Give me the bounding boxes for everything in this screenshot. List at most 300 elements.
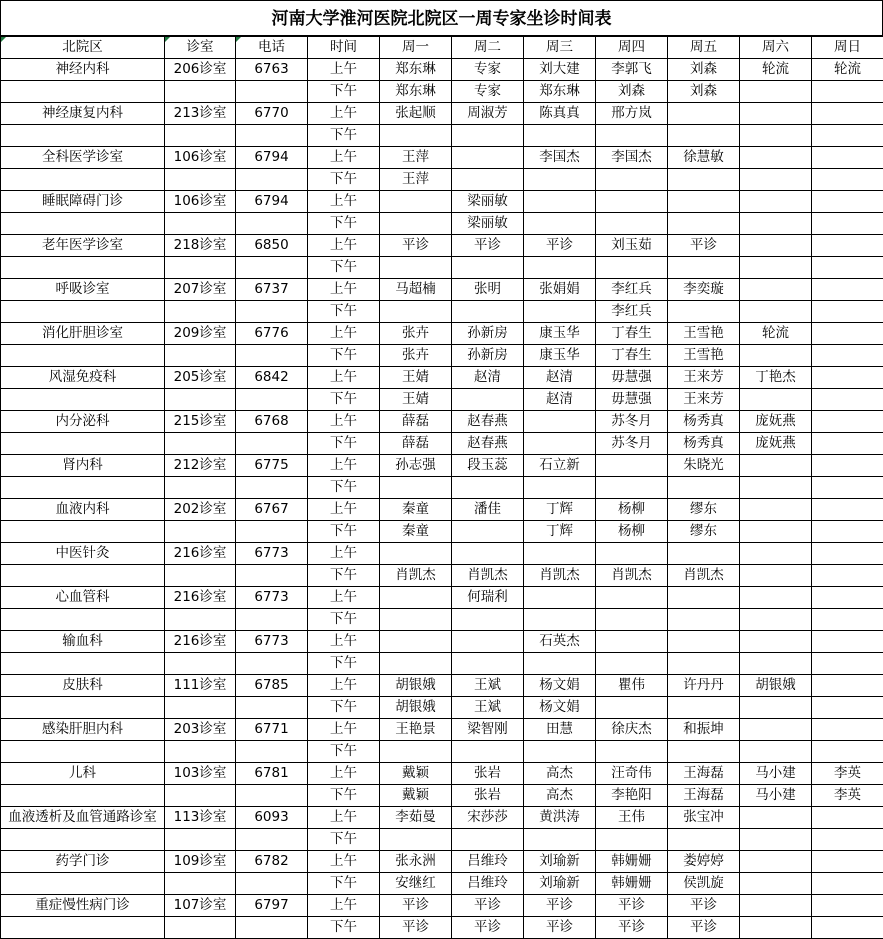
time-slot: 上午 bbox=[308, 807, 380, 829]
department-name: 神经康复内科 bbox=[1, 103, 165, 125]
doctor-cell-mon bbox=[380, 587, 452, 609]
schedule-row-pm bbox=[1, 741, 883, 763]
doctor-cell-thu bbox=[596, 169, 668, 191]
doctor-cell-wed: 刘瑜新 bbox=[524, 851, 596, 873]
room-number-empty bbox=[165, 873, 236, 895]
department-name-empty bbox=[1, 433, 165, 455]
doctor-cell-tue bbox=[452, 741, 524, 763]
doctor-cell-sun: 轮流 bbox=[812, 59, 883, 81]
phone-extension: 6781 bbox=[236, 763, 308, 785]
doctor-cell-fri: 平诊 bbox=[668, 917, 740, 939]
time-slot: 上午 bbox=[308, 411, 380, 433]
schedule-row-pm bbox=[1, 389, 883, 411]
time-slot: 下午 bbox=[308, 125, 380, 147]
doctor-cell-tue: 张岩 bbox=[452, 763, 524, 785]
doctor-cell-tue bbox=[452, 125, 524, 147]
schedule-row-am bbox=[1, 763, 883, 785]
doctor-cell-sun bbox=[812, 873, 883, 895]
schedule-row-pm bbox=[1, 873, 883, 895]
department-name-empty bbox=[1, 829, 165, 851]
doctor-cell-mon bbox=[380, 609, 452, 631]
doctor-cell-sat bbox=[740, 257, 812, 279]
department-name-empty bbox=[1, 785, 165, 807]
phone-extension-empty bbox=[236, 257, 308, 279]
doctor-cell-tue: 王斌 bbox=[452, 697, 524, 719]
doctor-cell-sun bbox=[812, 543, 883, 565]
doctor-cell-fri: 刘森 bbox=[668, 59, 740, 81]
schedule-row-am bbox=[1, 719, 883, 741]
schedule-row-pm bbox=[1, 917, 883, 939]
schedule-row-pm bbox=[1, 565, 883, 587]
room-number-empty bbox=[165, 345, 236, 367]
doctor-cell-sun bbox=[812, 323, 883, 345]
doctor-cell-wed: 丁辉 bbox=[524, 521, 596, 543]
room-number-empty bbox=[165, 125, 236, 147]
phone-extension-empty bbox=[236, 389, 308, 411]
doctor-cell-wed bbox=[524, 125, 596, 147]
time-slot: 上午 bbox=[308, 191, 380, 213]
department-name-empty bbox=[1, 81, 165, 103]
time-slot: 下午 bbox=[308, 697, 380, 719]
schedule-row-am bbox=[1, 499, 883, 521]
doctor-cell-tue bbox=[452, 389, 524, 411]
doctor-cell-sat bbox=[740, 895, 812, 917]
phone-extension: 6850 bbox=[236, 235, 308, 257]
phone-extension: 6797 bbox=[236, 895, 308, 917]
room-number: 213诊室 bbox=[165, 103, 236, 125]
doctor-cell-fri: 王海磊 bbox=[668, 785, 740, 807]
doctor-cell-mon: 薛磊 bbox=[380, 433, 452, 455]
time-slot: 下午 bbox=[308, 81, 380, 103]
doctor-cell-mon: 秦童 bbox=[380, 521, 452, 543]
doctor-cell-fri bbox=[668, 257, 740, 279]
doctor-cell-sat bbox=[740, 147, 812, 169]
phone-extension: 6763 bbox=[236, 59, 308, 81]
doctor-cell-sat: 轮流 bbox=[740, 323, 812, 345]
doctor-cell-thu bbox=[596, 609, 668, 631]
phone-extension: 6773 bbox=[236, 543, 308, 565]
doctor-cell-tue: 段玉蕊 bbox=[452, 455, 524, 477]
room-number-empty bbox=[165, 169, 236, 191]
doctor-cell-tue bbox=[452, 477, 524, 499]
doctor-cell-tue bbox=[452, 631, 524, 653]
schedule-row-am bbox=[1, 455, 883, 477]
doctor-cell-thu: 李红兵 bbox=[596, 301, 668, 323]
doctor-cell-thu bbox=[596, 829, 668, 851]
time-slot: 下午 bbox=[308, 257, 380, 279]
doctor-cell-wed bbox=[524, 587, 596, 609]
doctor-cell-sat bbox=[740, 169, 812, 191]
header-thu: 周四 bbox=[596, 37, 668, 59]
doctor-cell-mon: 胡银娥 bbox=[380, 697, 452, 719]
doctor-cell-sat bbox=[740, 587, 812, 609]
doctor-cell-mon: 戴颖 bbox=[380, 785, 452, 807]
phone-extension-empty bbox=[236, 433, 308, 455]
schedule-row-am bbox=[1, 367, 883, 389]
doctor-cell-sat bbox=[740, 191, 812, 213]
time-slot: 下午 bbox=[308, 521, 380, 543]
doctor-cell-wed bbox=[524, 411, 596, 433]
time-slot: 下午 bbox=[308, 169, 380, 191]
time-slot: 上午 bbox=[308, 59, 380, 81]
schedule-row-pm bbox=[1, 345, 883, 367]
doctor-cell-thu: 毋慧强 bbox=[596, 389, 668, 411]
doctor-cell-sat: 胡银娥 bbox=[740, 675, 812, 697]
room-number: 202诊室 bbox=[165, 499, 236, 521]
doctor-cell-sun bbox=[812, 345, 883, 367]
doctor-cell-mon bbox=[380, 191, 452, 213]
doctor-cell-thu: 李艳阳 bbox=[596, 785, 668, 807]
doctor-cell-thu bbox=[596, 125, 668, 147]
doctor-cell-wed bbox=[524, 191, 596, 213]
doctor-cell-tue: 孙新房 bbox=[452, 323, 524, 345]
doctor-cell-sun bbox=[812, 697, 883, 719]
phone-extension-empty bbox=[236, 169, 308, 191]
doctor-cell-mon: 王婧 bbox=[380, 389, 452, 411]
phone-extension-empty bbox=[236, 565, 308, 587]
doctor-cell-fri: 肖凯杰 bbox=[668, 565, 740, 587]
doctor-cell-sun bbox=[812, 895, 883, 917]
room-number-empty bbox=[165, 609, 236, 631]
doctor-cell-thu: 杨柳 bbox=[596, 499, 668, 521]
doctor-cell-tue: 周淑芳 bbox=[452, 103, 524, 125]
doctor-cell-tue: 孙新房 bbox=[452, 345, 524, 367]
doctor-cell-wed bbox=[524, 477, 596, 499]
department-name: 感染肝胆内科 bbox=[1, 719, 165, 741]
doctor-cell-sat: 轮流 bbox=[740, 59, 812, 81]
doctor-cell-mon: 戴颖 bbox=[380, 763, 452, 785]
doctor-cell-wed bbox=[524, 433, 596, 455]
department-name: 输血科 bbox=[1, 631, 165, 653]
doctor-cell-sun bbox=[812, 213, 883, 235]
doctor-cell-fri bbox=[668, 213, 740, 235]
doctor-cell-sun bbox=[812, 719, 883, 741]
doctor-cell-fri bbox=[668, 103, 740, 125]
doctor-cell-fri bbox=[668, 543, 740, 565]
doctor-cell-wed: 赵清 bbox=[524, 389, 596, 411]
room-number: 212诊室 bbox=[165, 455, 236, 477]
doctor-cell-sat bbox=[740, 565, 812, 587]
doctor-cell-fri bbox=[668, 609, 740, 631]
doctor-cell-sun bbox=[812, 301, 883, 323]
doctor-cell-wed bbox=[524, 543, 596, 565]
phone-extension: 6794 bbox=[236, 147, 308, 169]
doctor-cell-fri bbox=[668, 191, 740, 213]
doctor-cell-mon bbox=[380, 301, 452, 323]
doctor-cell-sat bbox=[740, 631, 812, 653]
doctor-cell-sun bbox=[812, 389, 883, 411]
doctor-cell-mon: 郑东琳 bbox=[380, 59, 452, 81]
schedule-row-pm bbox=[1, 125, 883, 147]
schedule-row-pm bbox=[1, 697, 883, 719]
doctor-cell-sat: 庞妩燕 bbox=[740, 433, 812, 455]
department-name: 神经内科 bbox=[1, 59, 165, 81]
phone-extension-empty bbox=[236, 873, 308, 895]
phone-extension: 6773 bbox=[236, 631, 308, 653]
doctor-cell-thu bbox=[596, 653, 668, 675]
room-number: 109诊室 bbox=[165, 851, 236, 873]
doctor-cell-sun bbox=[812, 147, 883, 169]
time-slot: 下午 bbox=[308, 565, 380, 587]
doctor-cell-mon bbox=[380, 741, 452, 763]
phone-extension-empty bbox=[236, 477, 308, 499]
doctor-cell-fri bbox=[668, 587, 740, 609]
doctor-cell-thu bbox=[596, 191, 668, 213]
department-name: 内分泌科 bbox=[1, 411, 165, 433]
doctor-cell-thu: 丁春生 bbox=[596, 323, 668, 345]
room-number-empty bbox=[165, 477, 236, 499]
doctor-cell-tue: 肖凯杰 bbox=[452, 565, 524, 587]
doctor-cell-mon: 肖凯杰 bbox=[380, 565, 452, 587]
doctor-cell-sat bbox=[740, 543, 812, 565]
doctor-cell-fri: 侯凯旋 bbox=[668, 873, 740, 895]
room-number: 113诊室 bbox=[165, 807, 236, 829]
doctor-cell-fri bbox=[668, 301, 740, 323]
time-slot: 上午 bbox=[308, 279, 380, 301]
department-name: 血液内科 bbox=[1, 499, 165, 521]
doctor-cell-tue bbox=[452, 543, 524, 565]
schedule-row-pm bbox=[1, 785, 883, 807]
doctor-cell-mon: 王萍 bbox=[380, 169, 452, 191]
doctor-cell-thu bbox=[596, 257, 668, 279]
time-slot: 上午 bbox=[308, 103, 380, 125]
time-slot: 下午 bbox=[308, 917, 380, 939]
schedule-row-pm bbox=[1, 433, 883, 455]
doctor-cell-mon bbox=[380, 829, 452, 851]
doctor-cell-fri: 王雪艳 bbox=[668, 323, 740, 345]
doctor-cell-tue: 潘佳 bbox=[452, 499, 524, 521]
doctor-cell-mon bbox=[380, 631, 452, 653]
doctor-cell-thu bbox=[596, 213, 668, 235]
doctor-cell-sun bbox=[812, 807, 883, 829]
doctor-cell-sun bbox=[812, 279, 883, 301]
doctor-cell-fri bbox=[668, 653, 740, 675]
doctor-cell-fri: 平诊 bbox=[668, 895, 740, 917]
room-number: 106诊室 bbox=[165, 147, 236, 169]
time-slot: 下午 bbox=[308, 741, 380, 763]
doctor-cell-wed: 杨文娟 bbox=[524, 675, 596, 697]
time-slot: 上午 bbox=[308, 763, 380, 785]
schedule-row-am bbox=[1, 235, 883, 257]
room-number-empty bbox=[165, 653, 236, 675]
doctor-cell-fri: 和振坤 bbox=[668, 719, 740, 741]
doctor-cell-fri bbox=[668, 741, 740, 763]
department-name: 风湿免疫科 bbox=[1, 367, 165, 389]
doctor-cell-fri bbox=[668, 125, 740, 147]
doctor-cell-sat bbox=[740, 697, 812, 719]
doctor-cell-sat bbox=[740, 741, 812, 763]
doctor-cell-thu: 李国杰 bbox=[596, 147, 668, 169]
doctor-cell-tue: 张明 bbox=[452, 279, 524, 301]
room-number: 216诊室 bbox=[165, 543, 236, 565]
doctor-cell-fri: 徐慧敏 bbox=[668, 147, 740, 169]
doctor-cell-mon: 平诊 bbox=[380, 917, 452, 939]
room-number: 203诊室 bbox=[165, 719, 236, 741]
doctor-cell-sun bbox=[812, 631, 883, 653]
doctor-cell-mon bbox=[380, 543, 452, 565]
schedule-row-am bbox=[1, 103, 883, 125]
doctor-cell-mon: 王艳景 bbox=[380, 719, 452, 741]
schedule-row-am bbox=[1, 543, 883, 565]
department-name: 中医针灸 bbox=[1, 543, 165, 565]
doctor-cell-mon: 秦童 bbox=[380, 499, 452, 521]
department-name-empty bbox=[1, 301, 165, 323]
doctor-cell-tue bbox=[452, 829, 524, 851]
doctor-cell-sat bbox=[740, 81, 812, 103]
doctor-cell-mon bbox=[380, 213, 452, 235]
department-name-empty bbox=[1, 653, 165, 675]
phone-extension: 6770 bbox=[236, 103, 308, 125]
doctor-cell-fri: 缪东 bbox=[668, 521, 740, 543]
schedule-row-am bbox=[1, 807, 883, 829]
header-fri: 周五 bbox=[668, 37, 740, 59]
phone-extension-empty bbox=[236, 697, 308, 719]
doctor-cell-thu: 汪奇伟 bbox=[596, 763, 668, 785]
department-name-empty bbox=[1, 741, 165, 763]
phone-extension-empty bbox=[236, 741, 308, 763]
doctor-cell-wed: 田慧 bbox=[524, 719, 596, 741]
phone-extension: 6767 bbox=[236, 499, 308, 521]
doctor-cell-tue: 赵清 bbox=[452, 367, 524, 389]
doctor-cell-fri: 王海磊 bbox=[668, 763, 740, 785]
doctor-cell-mon: 马超楠 bbox=[380, 279, 452, 301]
doctor-cell-wed: 丁辉 bbox=[524, 499, 596, 521]
doctor-cell-mon: 安继红 bbox=[380, 873, 452, 895]
room-number-empty bbox=[165, 741, 236, 763]
doctor-cell-sun bbox=[812, 521, 883, 543]
room-number-empty bbox=[165, 257, 236, 279]
room-number: 215诊室 bbox=[165, 411, 236, 433]
doctor-cell-sun bbox=[812, 499, 883, 521]
doctor-cell-tue bbox=[452, 169, 524, 191]
doctor-cell-mon bbox=[380, 653, 452, 675]
time-slot: 下午 bbox=[308, 213, 380, 235]
doctor-cell-sun bbox=[812, 103, 883, 125]
doctor-cell-sun bbox=[812, 851, 883, 873]
doctor-cell-sun bbox=[812, 829, 883, 851]
phone-extension-empty bbox=[236, 345, 308, 367]
time-slot: 上午 bbox=[308, 675, 380, 697]
doctor-cell-wed: 平诊 bbox=[524, 917, 596, 939]
department-name: 呼吸诊室 bbox=[1, 279, 165, 301]
header-room: 诊室 bbox=[165, 37, 236, 59]
doctor-cell-wed bbox=[524, 653, 596, 675]
doctor-cell-fri: 缪东 bbox=[668, 499, 740, 521]
doctor-cell-thu: 苏冬月 bbox=[596, 433, 668, 455]
department-name-empty bbox=[1, 477, 165, 499]
doctor-cell-sun bbox=[812, 235, 883, 257]
doctor-cell-fri: 王雪艳 bbox=[668, 345, 740, 367]
phone-extension-empty bbox=[236, 521, 308, 543]
header-phone: 电话 bbox=[236, 37, 308, 59]
doctor-cell-sat bbox=[740, 499, 812, 521]
doctor-cell-sat bbox=[740, 477, 812, 499]
phone-extension: 6768 bbox=[236, 411, 308, 433]
doctor-cell-wed: 刘瑜新 bbox=[524, 873, 596, 895]
phone-extension: 6782 bbox=[236, 851, 308, 873]
doctor-cell-sat bbox=[740, 917, 812, 939]
schedule-row-pm bbox=[1, 521, 883, 543]
department-name: 消化肝胆诊室 bbox=[1, 323, 165, 345]
doctor-cell-fri: 王来芳 bbox=[668, 367, 740, 389]
department-name: 血液透析及血管通路诊室 bbox=[1, 807, 165, 829]
time-slot: 上午 bbox=[308, 851, 380, 873]
phone-extension-empty bbox=[236, 213, 308, 235]
schedule-row-pm bbox=[1, 213, 883, 235]
doctor-cell-thu: 韩姗姗 bbox=[596, 851, 668, 873]
room-number-empty bbox=[165, 213, 236, 235]
phone-extension: 6775 bbox=[236, 455, 308, 477]
department-name: 重症慢性病门诊 bbox=[1, 895, 165, 917]
room-number-empty bbox=[165, 521, 236, 543]
doctor-cell-tue: 赵春燕 bbox=[452, 411, 524, 433]
doctor-cell-thu: 韩姗姗 bbox=[596, 873, 668, 895]
doctor-cell-wed: 平诊 bbox=[524, 895, 596, 917]
time-slot: 下午 bbox=[308, 829, 380, 851]
phone-extension-empty bbox=[236, 785, 308, 807]
header-sat: 周六 bbox=[740, 37, 812, 59]
time-slot: 上午 bbox=[308, 147, 380, 169]
doctor-cell-sat bbox=[740, 213, 812, 235]
doctor-cell-tue: 张岩 bbox=[452, 785, 524, 807]
doctor-cell-thu: 李红兵 bbox=[596, 279, 668, 301]
doctor-cell-tue bbox=[452, 609, 524, 631]
time-slot: 上午 bbox=[308, 367, 380, 389]
doctor-cell-sat bbox=[740, 389, 812, 411]
room-number: 218诊室 bbox=[165, 235, 236, 257]
doctor-cell-mon: 平诊 bbox=[380, 235, 452, 257]
doctor-cell-thu bbox=[596, 587, 668, 609]
doctor-cell-fri: 娄婷婷 bbox=[668, 851, 740, 873]
phone-extension: 6794 bbox=[236, 191, 308, 213]
room-number: 216诊室 bbox=[165, 631, 236, 653]
doctor-cell-thu: 邢方岚 bbox=[596, 103, 668, 125]
room-number: 206诊室 bbox=[165, 59, 236, 81]
schedule-row-pm bbox=[1, 169, 883, 191]
doctor-cell-sat bbox=[740, 301, 812, 323]
room-number: 111诊室 bbox=[165, 675, 236, 697]
schedule-row-am bbox=[1, 279, 883, 301]
doctor-cell-thu: 毋慧强 bbox=[596, 367, 668, 389]
room-number-empty bbox=[165, 301, 236, 323]
doctor-cell-tue bbox=[452, 653, 524, 675]
doctor-cell-tue bbox=[452, 257, 524, 279]
schedule-table bbox=[0, 36, 883, 939]
doctor-cell-sat: 马小建 bbox=[740, 763, 812, 785]
doctor-cell-wed bbox=[524, 169, 596, 191]
schedule-row-am bbox=[1, 895, 883, 917]
doctor-cell-mon: 郑东琳 bbox=[380, 81, 452, 103]
doctor-cell-tue: 吕维玲 bbox=[452, 873, 524, 895]
doctor-cell-sun bbox=[812, 587, 883, 609]
phone-extension-empty bbox=[236, 609, 308, 631]
doctor-cell-wed: 郑东琳 bbox=[524, 81, 596, 103]
schedule-row-pm bbox=[1, 477, 883, 499]
schedule-body bbox=[1, 59, 883, 939]
schedule-row-am bbox=[1, 631, 883, 653]
schedule-row-am bbox=[1, 191, 883, 213]
doctor-cell-sat bbox=[740, 873, 812, 895]
doctor-cell-tue: 专家 bbox=[452, 81, 524, 103]
room-number-empty bbox=[165, 81, 236, 103]
phone-extension: 6842 bbox=[236, 367, 308, 389]
doctor-cell-sat bbox=[740, 345, 812, 367]
doctor-cell-wed: 赵清 bbox=[524, 367, 596, 389]
time-slot: 上午 bbox=[308, 895, 380, 917]
doctor-cell-mon: 王婧 bbox=[380, 367, 452, 389]
doctor-cell-tue: 梁智刚 bbox=[452, 719, 524, 741]
department-name: 心血管科 bbox=[1, 587, 165, 609]
